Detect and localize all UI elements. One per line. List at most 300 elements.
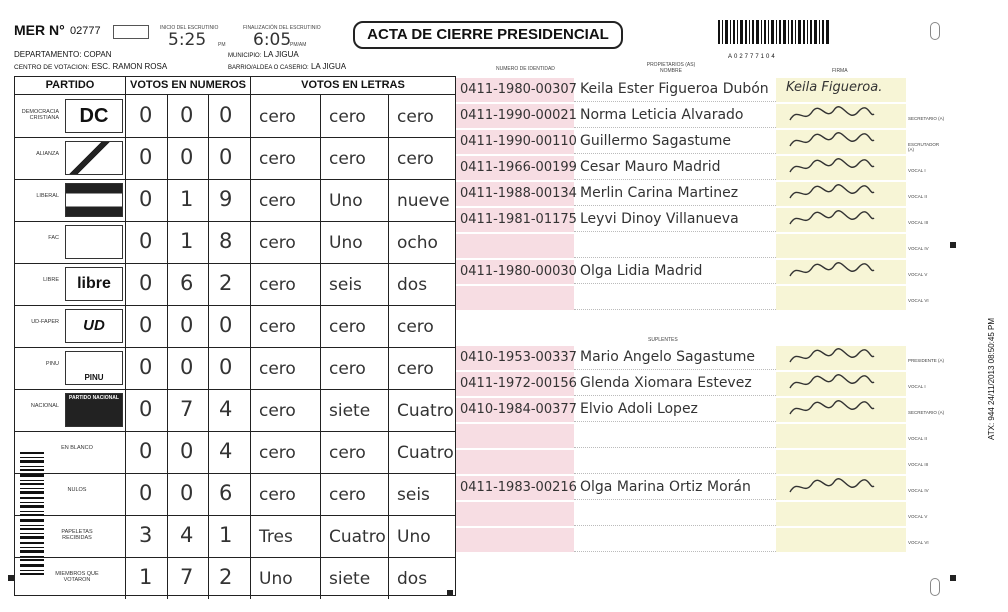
cell-divider <box>320 557 321 599</box>
member-role: VOCAL I <box>908 384 926 389</box>
vote-digit: 1 <box>180 187 194 211</box>
vote-word: cero <box>329 485 366 505</box>
member-id: 0411-1980-00307 <box>460 82 577 97</box>
cell-divider <box>250 305 251 347</box>
signature-scribble-icon <box>786 130 876 152</box>
end-label: FINALIZACIÓN DEL ESCRUTINIO <box>243 25 321 31</box>
name-line <box>574 421 776 422</box>
party-logo-icon: DC <box>65 99 123 133</box>
member-role: VOCAL IV <box>908 246 929 251</box>
vote-digit: 0 <box>139 229 153 253</box>
center-label: CENTRO DE VOTACION: <box>14 64 90 71</box>
id-field <box>456 450 574 474</box>
cell-divider <box>388 473 389 515</box>
propietarios-row <box>456 104 946 128</box>
municipality-label: MUNICIPIO: <box>228 53 262 59</box>
member-id: 0411-1990-00110 <box>460 134 577 149</box>
vote-digit: 0 <box>219 355 233 379</box>
suplentes-row <box>456 424 946 448</box>
cell-divider <box>167 221 168 263</box>
member-name: Keila Ester Figueroa Dubón <box>580 81 769 97</box>
cell-divider <box>388 305 389 347</box>
votes-table <box>14 76 456 596</box>
name-line <box>574 309 776 310</box>
cell-divider <box>320 389 321 431</box>
vote-word: cero <box>259 317 296 337</box>
cell-divider <box>125 137 126 179</box>
member-signature: Keila Figueroa. <box>786 80 883 95</box>
col-party-header: PARTIDO <box>15 77 126 95</box>
name-line <box>574 369 776 370</box>
member-name: Guillermo Sagastume <box>580 133 732 149</box>
vote-word: Tres <box>259 527 293 547</box>
registration-mark <box>950 242 956 248</box>
cell-divider <box>388 137 389 179</box>
member-role: VOCAL II <box>908 436 927 441</box>
vote-digit: 4 <box>219 397 233 421</box>
vote-digit: 7 <box>180 565 194 589</box>
cell-divider <box>125 389 126 431</box>
cell-divider <box>167 263 168 305</box>
cell-divider <box>125 221 126 263</box>
cell-divider <box>388 95 389 137</box>
signature-field <box>776 286 906 310</box>
cell-divider <box>388 515 389 557</box>
signature-scribble-icon <box>786 156 876 178</box>
vote-word: cero <box>259 149 296 169</box>
propietarios-row <box>456 208 946 232</box>
table-row <box>15 263 455 306</box>
signature-scribble-icon <box>786 372 876 394</box>
vote-word: Uno <box>329 191 363 211</box>
vote-digit: 0 <box>139 355 153 379</box>
vote-digit: 0 <box>219 145 233 169</box>
cell-divider <box>125 95 126 137</box>
signature-scribble-icon <box>786 104 876 126</box>
party-name: LIBERAL <box>36 193 59 199</box>
vote-word: cero <box>259 233 296 253</box>
village-label: BARRIO/ALDEA O CASERIO: <box>228 65 309 71</box>
vote-word: seis <box>329 275 362 295</box>
table-row <box>15 137 455 180</box>
cell-divider <box>208 305 209 347</box>
name-line <box>574 205 776 206</box>
vote-digit: 0 <box>139 313 153 337</box>
name-line <box>574 153 776 154</box>
name-line <box>574 395 776 396</box>
propietarios-row <box>456 78 946 102</box>
vote-word: Cuatro <box>329 527 386 547</box>
party-logo-icon <box>65 141 123 175</box>
table-row <box>15 221 455 264</box>
vote-word: Cuatro <box>397 401 454 421</box>
vote-digit: 0 <box>139 271 153 295</box>
vote-digit: 4 <box>180 523 194 547</box>
cell-divider <box>388 389 389 431</box>
signature-field <box>776 528 906 552</box>
cell-divider <box>250 137 251 179</box>
cell-divider <box>250 221 251 263</box>
vote-digit: 7 <box>180 397 194 421</box>
cell-divider <box>125 431 126 473</box>
party-name: NACIONAL <box>30 403 59 409</box>
cell-divider <box>125 473 126 515</box>
suplentes-row <box>456 398 946 422</box>
party-name: LIBRE <box>43 277 59 283</box>
party-name: ALIANZA <box>36 151 59 157</box>
id-field <box>456 502 574 526</box>
cell-divider <box>250 347 251 389</box>
signature-scribble-icon <box>786 476 876 498</box>
vote-digit: 0 <box>180 103 194 127</box>
vote-digit: 0 <box>180 355 194 379</box>
name-line <box>574 283 776 284</box>
member-role: SECRETARIO (A) <box>908 410 945 415</box>
member-name: Norma Leticia Alvarado <box>580 107 744 123</box>
village-value: LA JIGUA <box>310 62 347 71</box>
vote-word: cero <box>259 359 296 379</box>
suplentes-row <box>456 450 946 474</box>
cell-divider <box>320 137 321 179</box>
table-row <box>15 557 455 599</box>
vote-word: dos <box>397 275 428 295</box>
member-name: Mario Angelo Sagastume <box>580 349 756 365</box>
mer-number: 02777 <box>70 25 101 37</box>
suplentes-row <box>456 346 946 370</box>
member-role: SECRETARIO (A) <box>908 116 945 121</box>
vote-word: cero <box>259 401 296 421</box>
cell-divider <box>388 263 389 305</box>
table-row <box>15 473 455 516</box>
registration-mark <box>950 575 956 581</box>
signature-field <box>776 450 906 474</box>
side-barcode-icon <box>20 452 56 580</box>
vote-word: Uno <box>329 233 363 253</box>
member-name: Cesar Mauro Madrid <box>580 159 721 175</box>
vote-word: Uno <box>397 527 431 547</box>
vote-digit: 0 <box>139 145 153 169</box>
party-name: UD-FAPER <box>31 319 59 325</box>
cell-divider <box>388 347 389 389</box>
cell-divider <box>250 473 251 515</box>
vote-digit: 4 <box>219 439 233 463</box>
cell-divider <box>388 431 389 473</box>
vote-digit: 0 <box>180 145 194 169</box>
party-logo-icon: libre <box>65 267 123 301</box>
vote-digit: 0 <box>219 313 233 337</box>
signature-scribble-icon <box>786 398 876 420</box>
cell-divider <box>167 179 168 221</box>
vote-digit: 0 <box>219 103 233 127</box>
vote-word: cero <box>329 149 366 169</box>
cell-divider <box>208 179 209 221</box>
vote-digit: 0 <box>139 439 153 463</box>
timestamp-stamp: ATX: 944 24/11/2013 08:50:45 PM <box>987 317 996 440</box>
member-id: 0411-1988-00134 <box>460 186 577 201</box>
member-role: VOCAL VI <box>908 298 929 303</box>
vote-digit: 3 <box>139 523 153 547</box>
vote-digit: 0 <box>180 481 194 505</box>
member-id: 0411-1966-00199 <box>460 160 577 175</box>
party-name: NULOS <box>67 487 87 493</box>
vote-digit: 0 <box>139 103 153 127</box>
municipality-value: LA JIGUA <box>263 50 299 59</box>
signature-scribble-icon <box>786 260 876 282</box>
cell-divider <box>125 263 126 305</box>
signature-field <box>776 424 906 448</box>
vote-word: cero <box>329 359 366 379</box>
punch-hole-icon <box>930 22 940 40</box>
member-id: 0411-1980-00030 <box>460 264 577 279</box>
vote-word: cero <box>259 485 296 505</box>
document-title: ACTA DE CIERRE PRESIDENCIAL <box>353 21 623 49</box>
cell-divider <box>250 431 251 473</box>
sign-header: FIRMA <box>832 68 848 74</box>
cell-divider <box>208 515 209 557</box>
member-name: Merlin Carina Martinez <box>580 185 739 201</box>
member-name: Leyvi Dinoy Villanueva <box>580 211 739 227</box>
vote-word: cero <box>259 191 296 211</box>
vote-digit: 6 <box>219 481 233 505</box>
member-role: VOCAL III <box>908 220 929 225</box>
vote-word: cero <box>259 443 296 463</box>
vote-digit: 0 <box>139 481 153 505</box>
id-header: NUMERO DE IDENTIDAD <box>496 66 555 72</box>
table-row <box>15 347 455 390</box>
table-row <box>15 431 455 474</box>
party-logo-icon <box>65 225 123 259</box>
cell-divider <box>320 515 321 557</box>
vote-word: cero <box>329 443 366 463</box>
party-logo-icon <box>65 183 123 217</box>
cell-divider <box>125 347 126 389</box>
vote-word: cero <box>329 107 366 127</box>
cell-divider <box>208 347 209 389</box>
member-role: ESCRUTADOR (A) <box>908 142 940 152</box>
cell-divider <box>388 557 389 599</box>
party-name: EN BLANCO <box>61 445 93 451</box>
member-name: Olga Marina Ortiz Morán <box>580 479 751 495</box>
cell-divider <box>167 389 168 431</box>
vote-digit: 1 <box>180 229 194 253</box>
cell-divider <box>388 179 389 221</box>
vote-word: cero <box>329 317 366 337</box>
cell-divider <box>320 431 321 473</box>
cell-divider <box>320 95 321 137</box>
vote-digit: 1 <box>219 523 233 547</box>
propietarios-row <box>456 286 946 310</box>
department-value: COPAN <box>83 50 112 59</box>
cell-divider <box>250 515 251 557</box>
member-role: VOCAL V <box>908 514 928 519</box>
vote-word: cero <box>397 149 434 169</box>
member-role: VOCAL V <box>908 272 928 277</box>
member-name: Glenda Xiomara Estevez <box>580 375 752 391</box>
cell-divider <box>320 473 321 515</box>
cell-divider <box>167 557 168 599</box>
cell-divider <box>250 557 251 599</box>
member-name: Olga Lidia Madrid <box>580 263 703 279</box>
table-row <box>15 305 455 348</box>
propietarios-row <box>456 182 946 206</box>
cell-divider <box>208 431 209 473</box>
member-role: VOCAL II <box>908 194 927 199</box>
cell-divider <box>208 95 209 137</box>
end-suffix: PM/AM <box>290 42 307 48</box>
vote-word: cero <box>397 359 434 379</box>
id-field <box>456 234 574 258</box>
vote-digit: 0 <box>180 439 194 463</box>
vote-digit: 0 <box>139 187 153 211</box>
suplentes-row <box>456 372 946 396</box>
member-role: PRESIDENTE (A) <box>908 358 945 363</box>
signature-scribble-icon <box>786 182 876 204</box>
barcode-icon <box>718 20 830 52</box>
cell-divider <box>167 95 168 137</box>
cell-divider <box>208 221 209 263</box>
vote-word: cero <box>397 317 434 337</box>
propietarios-row <box>456 130 946 154</box>
barcode-text: A02777104 <box>728 54 777 60</box>
cell-divider <box>167 473 168 515</box>
vote-digit: 1 <box>139 565 153 589</box>
cell-divider <box>208 137 209 179</box>
name-line <box>574 447 776 448</box>
propietarios-row <box>456 156 946 180</box>
member-role: VOCAL I <box>908 168 926 173</box>
cell-divider <box>125 305 126 347</box>
cell-divider <box>250 179 251 221</box>
mer-logo-icon <box>113 25 149 39</box>
party-name: FAC <box>48 235 59 241</box>
member-id: 0411-1990-00021 <box>460 108 577 123</box>
name-line <box>574 101 776 102</box>
id-field <box>456 286 574 310</box>
col-numbers-header: VOTOS EN NUMEROS <box>126 77 251 95</box>
mer-label: MER N° <box>14 22 65 38</box>
vote-digit: 2 <box>219 565 233 589</box>
vote-word: nueve <box>397 191 450 211</box>
vote-digit: 8 <box>219 229 233 253</box>
suplentes-row <box>456 528 946 552</box>
table-row <box>15 515 455 558</box>
member-id: 0411-1972-00156 <box>460 376 577 391</box>
name-line <box>574 525 776 526</box>
party-name: DEMOCRACIA CRISTIANA <box>21 109 59 121</box>
party-logo-icon: PARTIDO NACIONAL <box>65 393 123 427</box>
cell-divider <box>167 347 168 389</box>
vote-digit: 0 <box>139 397 153 421</box>
name-line <box>574 231 776 232</box>
cell-divider <box>320 179 321 221</box>
member-name: Elvio Adoli Lopez <box>580 401 698 417</box>
party-name: PINU <box>45 361 59 367</box>
party-name: PAPELETAS RECIBIDAS <box>61 529 93 541</box>
vote-digit: 6 <box>180 271 194 295</box>
cell-divider <box>167 305 168 347</box>
vote-digit: 0 <box>180 313 194 337</box>
vote-word: seis <box>397 485 430 505</box>
member-id: 0410-1984-00377 <box>460 402 577 417</box>
vote-digit: 9 <box>219 187 233 211</box>
vote-word: Uno <box>259 569 293 589</box>
vote-word: cero <box>259 107 296 127</box>
member-role: VOCAL III <box>908 462 929 467</box>
name-line <box>574 257 776 258</box>
signature-scribble-icon <box>786 346 876 368</box>
vote-word: Cuatro <box>397 443 454 463</box>
cell-divider <box>320 347 321 389</box>
table-row <box>15 95 455 138</box>
cell-divider <box>388 221 389 263</box>
cell-divider <box>250 95 251 137</box>
signature-field <box>776 502 906 526</box>
cell-divider <box>167 431 168 473</box>
member-id: 0411-1981-01175 <box>460 212 577 227</box>
vote-word: ocho <box>397 233 438 253</box>
suplentes-row <box>456 502 946 526</box>
department-label: DEPARTAMENTO: <box>14 50 82 59</box>
signature-scribble-icon <box>786 208 876 230</box>
cell-divider <box>208 557 209 599</box>
cell-divider <box>125 179 126 221</box>
name-line <box>574 551 776 552</box>
cell-divider <box>320 221 321 263</box>
signature-field <box>776 234 906 258</box>
start-time: 5:25 <box>168 30 207 50</box>
cell-divider <box>208 263 209 305</box>
member-id: 0411-1983-00216 <box>460 480 577 495</box>
party-logo-icon: PINU <box>65 351 123 385</box>
vote-word: cero <box>397 107 434 127</box>
propietarios-row <box>456 234 946 258</box>
vote-digit: 2 <box>219 271 233 295</box>
cell-divider <box>125 515 126 557</box>
center-value: ESC. RAMON ROSA <box>91 62 168 71</box>
cell-divider <box>320 263 321 305</box>
member-role: VOCAL VI <box>908 540 929 545</box>
col-letters-header: VOTOS EN LETRAS <box>251 77 455 95</box>
start-suffix: PM <box>218 42 226 48</box>
id-field <box>456 528 574 552</box>
party-logo-icon: UD <box>65 309 123 343</box>
cell-divider <box>208 473 209 515</box>
table-row <box>15 179 455 222</box>
name-header: PROPIETARIOS (AS) NOMBRE <box>646 62 696 74</box>
suplentes-header: SUPLENTES <box>648 337 678 343</box>
cell-divider <box>125 557 126 599</box>
propietarios-row <box>456 260 946 284</box>
vote-word: siete <box>329 569 371 589</box>
cell-divider <box>208 389 209 431</box>
name-line <box>574 127 776 128</box>
member-id: 0410-1953-00337 <box>460 350 577 365</box>
party-name: MIEMBROS QUE VOTARON <box>55 571 99 583</box>
name-line <box>574 179 776 180</box>
end-time: 6:05 <box>253 30 292 50</box>
name-line <box>574 499 776 500</box>
members-section <box>456 56 946 596</box>
cell-divider <box>167 515 168 557</box>
vote-word: siete <box>329 401 371 421</box>
cell-divider <box>167 137 168 179</box>
suplentes-row <box>456 476 946 500</box>
id-field <box>456 424 574 448</box>
cell-divider <box>250 263 251 305</box>
start-label: INICIO DEL ESCRUTINIO <box>160 25 219 31</box>
vote-word: cero <box>259 275 296 295</box>
table-row <box>15 389 455 432</box>
